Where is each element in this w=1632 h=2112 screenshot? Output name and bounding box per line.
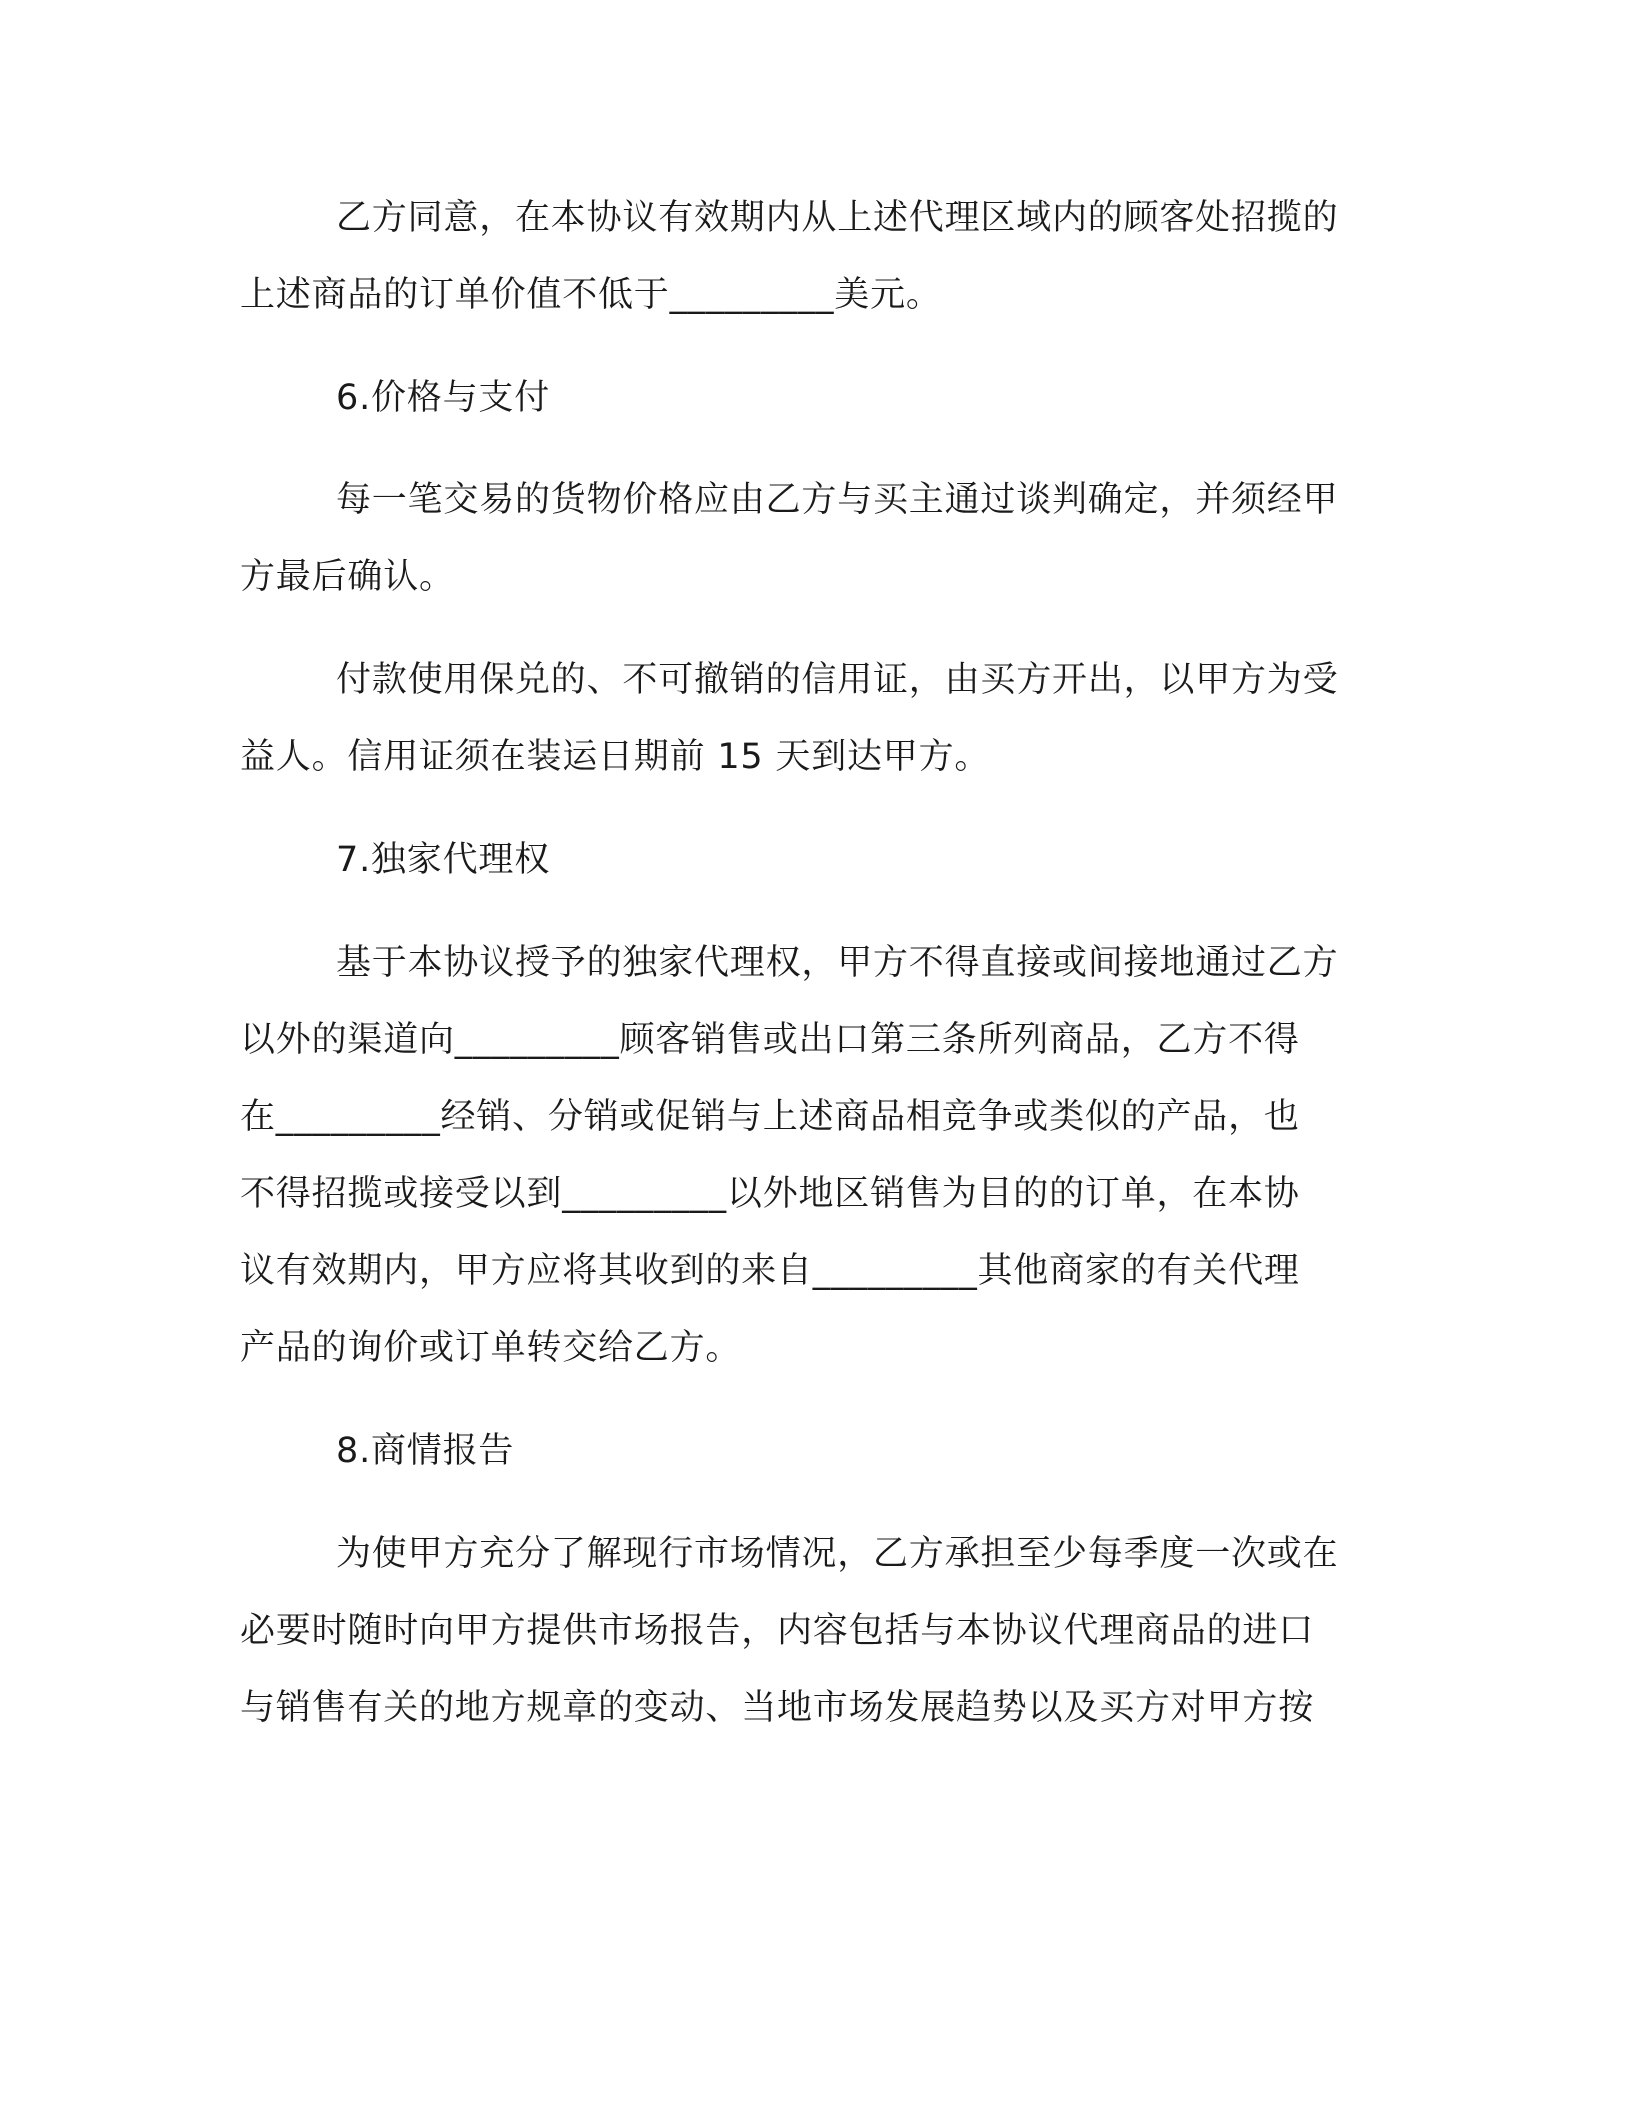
paragraph-line: 为使甲方充分了解现行市场情况，乙方承担至少每季度一次或在	[336, 1534, 1339, 1574]
paragraph-line: 必要时随时向甲方提供市场报告，内容包括与本协议代理商品的进口	[240, 1611, 1315, 1651]
paragraph-line: 议有效期内，甲方应将其收到的来自_________其他商家的有关代理	[240, 1251, 1300, 1291]
paragraph-line: 方最后确认。	[240, 557, 455, 597]
paragraph-line: 产品的询价或订单转交给乙方。	[240, 1328, 742, 1368]
paragraph-line: 每一笔交易的货物价格应由乙方与买主通过谈判确定，并须经甲	[336, 480, 1339, 520]
paragraph-line: 付款使用保兑的、不可撤销的信用证，由买方开出，以甲方为受	[336, 660, 1339, 700]
paragraph-line: 基于本协议授予的独家代理权，甲方不得直接或间接地通过乙方	[336, 943, 1339, 983]
section-heading-price-payment: 6.价格与支付	[336, 378, 550, 418]
paragraph-line: 乙方同意，在本协议有效期内从上述代理区域内的顾客处招揽的	[336, 198, 1339, 238]
paragraph-line: 上述商品的订单价值不低于_________美元。	[240, 275, 942, 315]
paragraph-line: 在_________经销、分销或促销与上述商品相竞争或类似的产品，也	[240, 1097, 1300, 1137]
paragraph-line: 以外的渠道向_________顾客销售或出口第三条所列商品，乙方不得	[240, 1020, 1300, 1060]
paragraph-line: 益人。信用证须在装运日期前 15 天到达甲方。	[240, 737, 991, 777]
section-heading-market-report: 8.商情报告	[336, 1431, 515, 1471]
paragraph-line: 与销售有关的地方规章的变动、当地市场发展趋势以及买方对甲方按	[240, 1688, 1315, 1728]
paragraph-line: 不得招揽或接受以到_________以外地区销售为目的的订单，在本协	[240, 1174, 1300, 1214]
section-heading-exclusive-agency: 7.独家代理权	[336, 840, 550, 880]
